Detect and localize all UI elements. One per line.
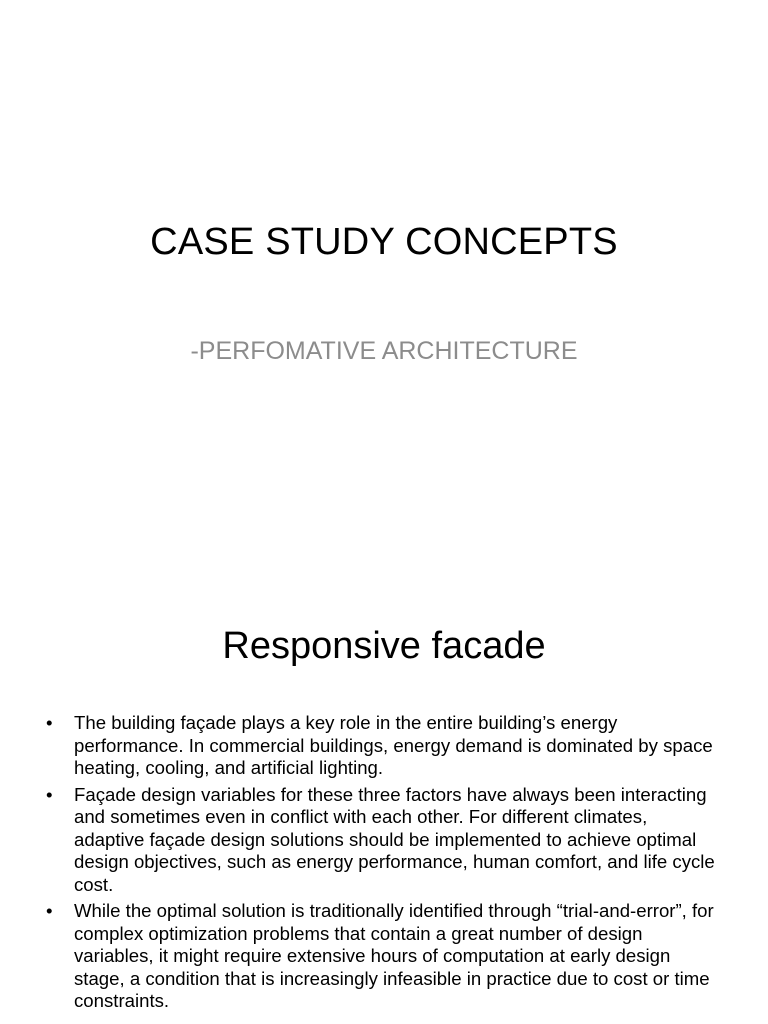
slide-heading: Responsive facade xyxy=(222,625,546,667)
slide-responsive-facade xyxy=(0,512,768,1024)
bullet-item xyxy=(46,900,721,1013)
bullet-icon: • xyxy=(46,783,53,805)
bullet-item xyxy=(46,712,721,780)
bullet-item xyxy=(46,784,721,897)
slide-subtitle: -PERFOMATIVE ARCHITECTURE xyxy=(190,337,578,365)
bullet-text: Façade design variables for these three factors have always been interacting and sometimes even in conflict with each other. For different climates, adaptive façade design solutions should be implemented to achieve optimal design objectives, such as energy performance, human comfort, and life cycle cost. xyxy=(74,783,715,895)
bullet-icon: • xyxy=(46,712,53,733)
bullet-text: While the optimal solution is traditionally identified through “trial-and-error”, for complex optimization problems that contain a great number of design variables, it might require extensive hours of computation at early design stage, a condition that is increasingly infeasible in practice due to cost or time constraints. xyxy=(74,900,714,1011)
bullet-text: The building façade plays a key role in the entire building’s energy performance. In commercial buildings, energy demand is dominated by space heating, cooling, and artificial lighting. xyxy=(74,712,713,778)
slide-title-heading: CASE STUDY CONCEPTS xyxy=(150,221,618,263)
bullet-icon: • xyxy=(46,900,53,921)
bullet-list xyxy=(46,712,721,1017)
